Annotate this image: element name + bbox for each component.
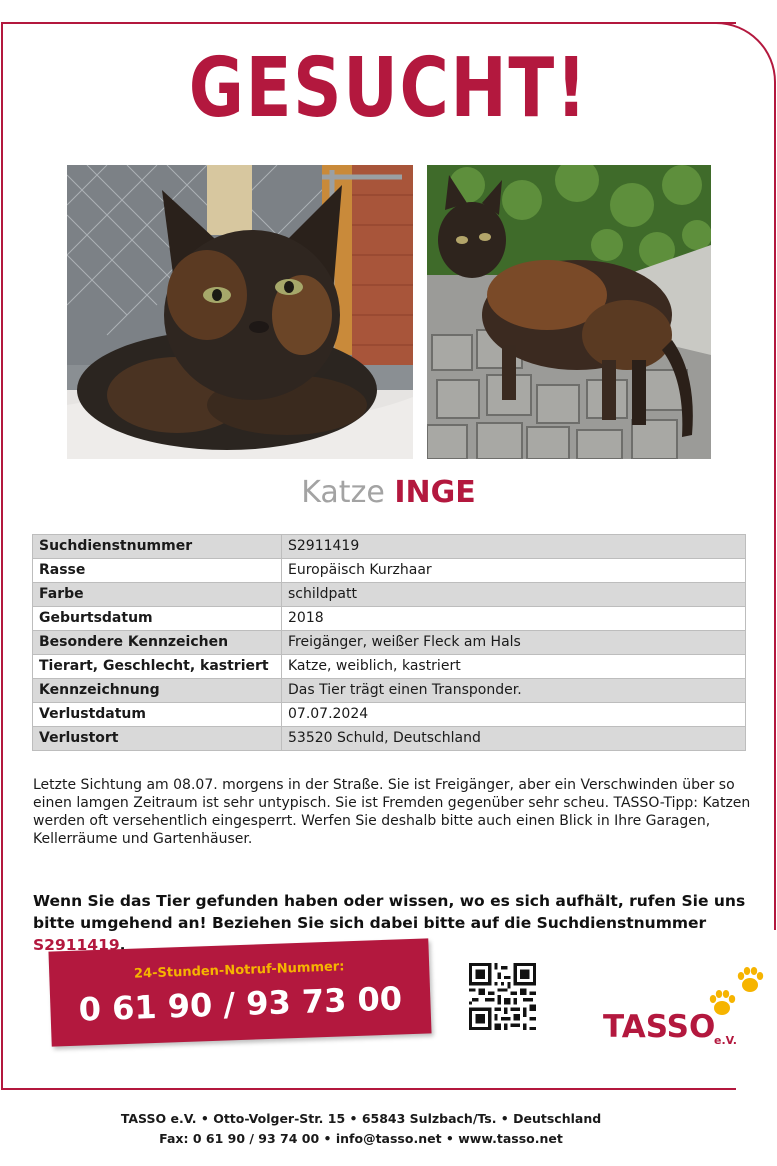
detail-label: Verlustort [33,727,282,751]
logo-name: TASSO [603,1009,716,1045]
pet-details-table [32,534,746,751]
detail-value: Europäisch Kurzhaar [282,559,746,583]
detail-value: Das Tier trägt einen Transponder. [282,679,746,703]
tasso-logo [600,962,770,1052]
qr-code[interactable] [469,963,536,1030]
appeal-end: . [119,936,126,954]
table-row [33,679,746,703]
detail-value: 07.07.2024 [282,703,746,727]
cat-photo-walking [427,165,711,459]
detail-value: 2018 [282,607,746,631]
detail-label: Besondere Kennzeichen [33,631,282,655]
pet-species: Katze [301,475,385,510]
detail-value: 53520 Schuld, Deutschland [282,727,746,751]
footer-contact[interactable]: Fax: 0 61 90 / 93 74 00 • info@tasso.net • www.tasso.net [159,1131,563,1146]
sighting-description: Letzte Sichtung am 08.07. morgens in der Straße. Sie ist Freigänger, aber ein Verschwinden über so einen lamgen Zeitraum ist sehr untypisch. Sie ist Fremden gegenüber sehr scheu. TASSO-Tipp: Katzen werden oft versehentlich eingesperrt. Werfen Sie deshalb bitte auch einen Blick in Ihre Garagen, Kellerräume und Gartenhäuser. [33,777,751,847]
hotline-number[interactable]: 0 61 90 / 93 73 00 [78,979,403,1029]
detail-label: Verlustdatum [33,703,282,727]
table-row [33,607,746,631]
table-row [33,727,746,751]
table-row [33,583,746,607]
hotline-label: 24-Stunden-Notruf-Nummer: [133,959,345,982]
paw-icon [735,965,765,995]
appeal-reference-number: S2911419 [33,936,120,954]
footer [0,1109,722,1149]
table-row [33,535,746,559]
detail-label: Farbe [33,583,282,607]
detail-label: Suchdienstnummer [33,535,282,559]
pet-name: INGE [394,475,476,510]
detail-label: Kennzeichnung [33,679,282,703]
detail-label: Rasse [33,559,282,583]
footer-address: TASSO e.V. • Otto-Volger-Str. 15 • 65843 Sulzbach/Ts. • Deutschland [120,1111,602,1126]
detail-value: Freigänger, weißer Fleck am Hals [282,631,746,655]
table-row [33,559,746,583]
cat-photo-lying [67,165,413,459]
appeal-text: Wenn Sie das Tier gefunden haben oder wissen, wo es sich aufhält, rufen Sie uns bitte umgehend an! Beziehen Sie sich dabei bitte auf die Suchdienstnummer [33,892,746,932]
logo-suffix: e.V. [714,1034,737,1047]
hotline-banner [48,938,431,1046]
headline: GESUCHT! [188,41,589,136]
detail-value: Katze, weiblich, kastriert [282,655,746,679]
poster-frame-right [774,90,776,930]
pet-title [0,475,777,510]
detail-label: Geburtsdatum [33,607,282,631]
table-row [33,703,746,727]
table-row [33,655,746,679]
detail-label: Tierart, Geschlecht, kastriert [33,655,282,679]
detail-value: schildpatt [282,583,746,607]
table-row [33,631,746,655]
detail-value: S2911419 [282,535,746,559]
